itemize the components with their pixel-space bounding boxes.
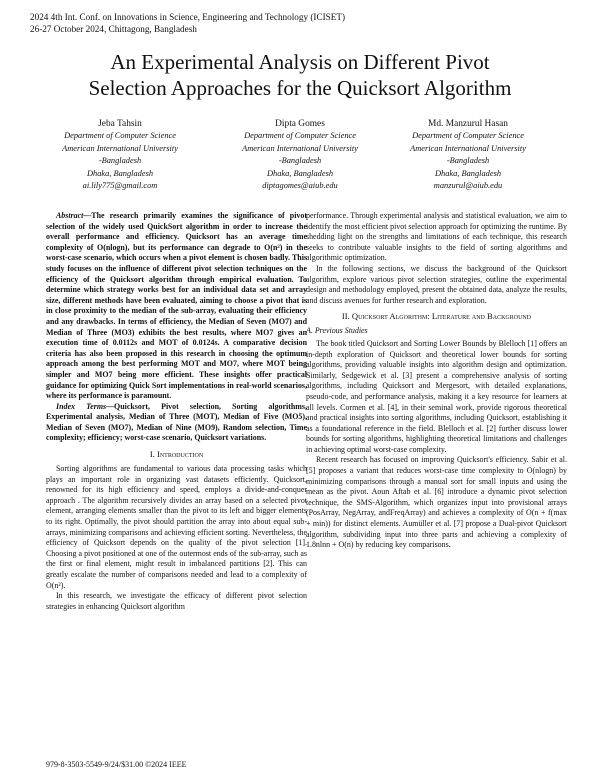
author-univ: American International University [242, 143, 358, 153]
author-block-1 [30, 118, 210, 192]
title-line-2: Selection Approaches for the Quicksort Algorithm [88, 75, 512, 100]
intro-paragraph-3: In the following sections, we discuss the background of the Quicksort algorithm, explore various pivot selection strategies, outline the experimental design and methodology employed, present the obtained data, analyze the results, and discuss avenues for further research and exploration. [306, 263, 567, 305]
paper-title [0, 50, 600, 101]
author-univ: American International University [410, 143, 526, 153]
left-column [46, 211, 307, 612]
author-dept: Department of Computer Science [244, 131, 356, 141]
author-country: -Bangladesh [98, 156, 142, 166]
section-heading-introduction: I. Introduction [149, 449, 204, 460]
author-email: manzurul@aiub.edu [433, 181, 503, 191]
literature-paragraph-1: The book titled Quicksort and Sorting Lower Bounds by Blelloch [1] offers an in-depth exploration of Quicksort and theoretical lower bounds for sorting algorithms, providing valuable insights into algorithm design and optimization. Similarly, Sedgewick et al. [3] present a comprehensive analysis of sorting algorithms, including Quicksort and Mergesort, with detailed explanations, pseudo-code, and performance analysis, making it a key resource for learners at all levels. Cormen et al. [4], in their seminal work, provide rigorous theoretical and practical insights into sorting algorithms, including Quicksort, establishing it as a foundational reference in the field. Blelloch et al. [2] further discuss lower bounds for sorting algorithms, highlighting theoretical limitations and challenges in achieving optimal worst-case complexity. [306, 338, 567, 454]
copyright-footer: 979-8-3503-5549-9/24/$31.00 ©2024 IEEE [46, 760, 187, 769]
conference-line-1: 2024 4th Int. Conf. on Innovations in Science, Engineering and Technology (ICISET) [30, 12, 346, 22]
author-block-3 [378, 118, 558, 192]
author-name: Jeba Tahsin [98, 119, 142, 129]
author-name: Md. Manzurul Hasan [428, 119, 508, 129]
author-name: Dipta Gomes [275, 119, 325, 129]
index-terms [46, 402, 307, 444]
author-country: -Bangladesh [278, 156, 322, 166]
index-terms-text: Quicksort, Pivot selection, Sorting algorithms, Experimental analysis, Median of Three (MOT), Median of Five (MO5), Median of Seven (MO7), Median of Nine (MO9), Random selection, Time complexity; efficiency; worst-case scenario, Quicksort variations. [46, 401, 307, 443]
literature-paragraph-2: Recent research has focused on improving Quicksort's efficiency. Sabir et al. [5] proposes a variant that reduces worst-case time complexity to O(nlogn) by minimizing comparisons through a manual sort for small inputs and using the mean as the pivot. Aoun Aftab et al. [6] introduce a dynamic pivot selection technique, the SMS-Algorithm, which organizes input into provisional arrays (PosArray, NegArray, andFreqArray) and achieves a complexity of O(n + f(max + min)) for distinct elements. Aumüller et al. [7] propose a Dual-pivot Quicksort algorithm, subdividing input into three parts and achieving a complexity of 1.8nlnn + O(n) by reducing key comparisons. [306, 455, 567, 550]
right-column [306, 211, 567, 551]
conference-header [30, 12, 345, 35]
section-heading-literature: II. Quicksort Algorithm: Literature and Background [341, 311, 532, 322]
index-terms-label: Index Terms— [56, 401, 115, 411]
subsection-heading-previous-studies: A. Previous Studies [306, 326, 368, 336]
author-dept: Department of Computer Science [64, 131, 176, 141]
author-email: ai.lily775@gmail.com [82, 181, 158, 191]
author-country: -Bangladesh [446, 156, 490, 166]
author-city: Dhaka, Bangladesh [86, 168, 154, 178]
title-line-1: An Experimental Analysis on Different Pivot [110, 50, 490, 74]
abstract [46, 211, 307, 402]
author-block-2 [210, 118, 390, 192]
author-email: diptagomes@aiub.edu [262, 181, 338, 191]
conference-line-2: 26-27 October 2024, Chittagong, Bangladesh [30, 23, 197, 34]
author-dept: Department of Computer Science [412, 131, 524, 141]
author-univ: American International University [62, 143, 178, 153]
author-city: Dhaka, Bangladesh [434, 168, 502, 178]
intro-paragraph-2: In this research, we investigate the efficacy of different pivot selection strategies in enhancing Quicksort algorithm [46, 591, 307, 611]
intro-paragraph-2-continued: performance. Through experimental analysis and statistical evaluation, we aim to identify the most efficient pivot selection approach for optimizing the runtime. By shedding light on the strengths and limitations of each technique, this research seeks to contribute valuable insights to the field of sorting algorithms and algorithmic optimization. [306, 211, 567, 263]
abstract-label: Abstract— [56, 211, 92, 220]
author-city: Dhaka, Bangladesh [266, 168, 334, 178]
abstract-text: The research primarily examines the significance of pivot selection of the widely used QuickSort algorithm in order to increase the overall performance and efficiency. Quicksort has an average time complexity of O(nlogn), but its performance can degrade to O(n²) in the worst-case scenario, which occurs when a pivot element is chosen badly. This study focuses on the influence of different pivot selection techniques on the efficiency of the Quicksort algorithm through empirical evaluation. To determine which strategy works best for an individual data set and array size, different methods have been evaluated, aiming to choose a pivot that is in close proximity to the median of the sub-array, evaluating their efficiency and any drawbacks. In terms of efficiency, the Median of Seven (MO7) and Median of Three (MO3) exhibits the best results, where MO7 gives an execution time of 0.0112s and MOT of 0.0124s. A comparative decision criteria has also been proposed in this research in choosing the optimum approach among the best performing MOT and MO7, where MOT being simpler and MO7 being more efficient. These insights offer practical guidance for optimizing Quick Sort implementations in real-world scenarios, where its performance is paramount. [46, 211, 307, 401]
intro-paragraph-1: Sorting algorithms are fundamental to various data processing tasks which plays an important role in organizing vast datasets efficiently. Quicksort, renowned for its high efficiency and speed, employs a divide-and-conquer approach . The algorithm recursively divides an array based on a selected pivot element, arranging elements smaller than the pivot to its left and bigger elements to its right. Optimally, the pivot should partition the array into about equal sub-arrays, minimizing comparisons and achieving efficient sorting. Nevertheless, the efficiency of Quicksort depends on the quality of the pivot selection [1]. Choosing a pivot positioned at one of the outermost ends of the sub-array, such as the first or final element, might result in imbalanced partitions [2]. This can greatly escalate the number of comparisons needed and lead to a complexity of O(n²). [46, 464, 307, 590]
